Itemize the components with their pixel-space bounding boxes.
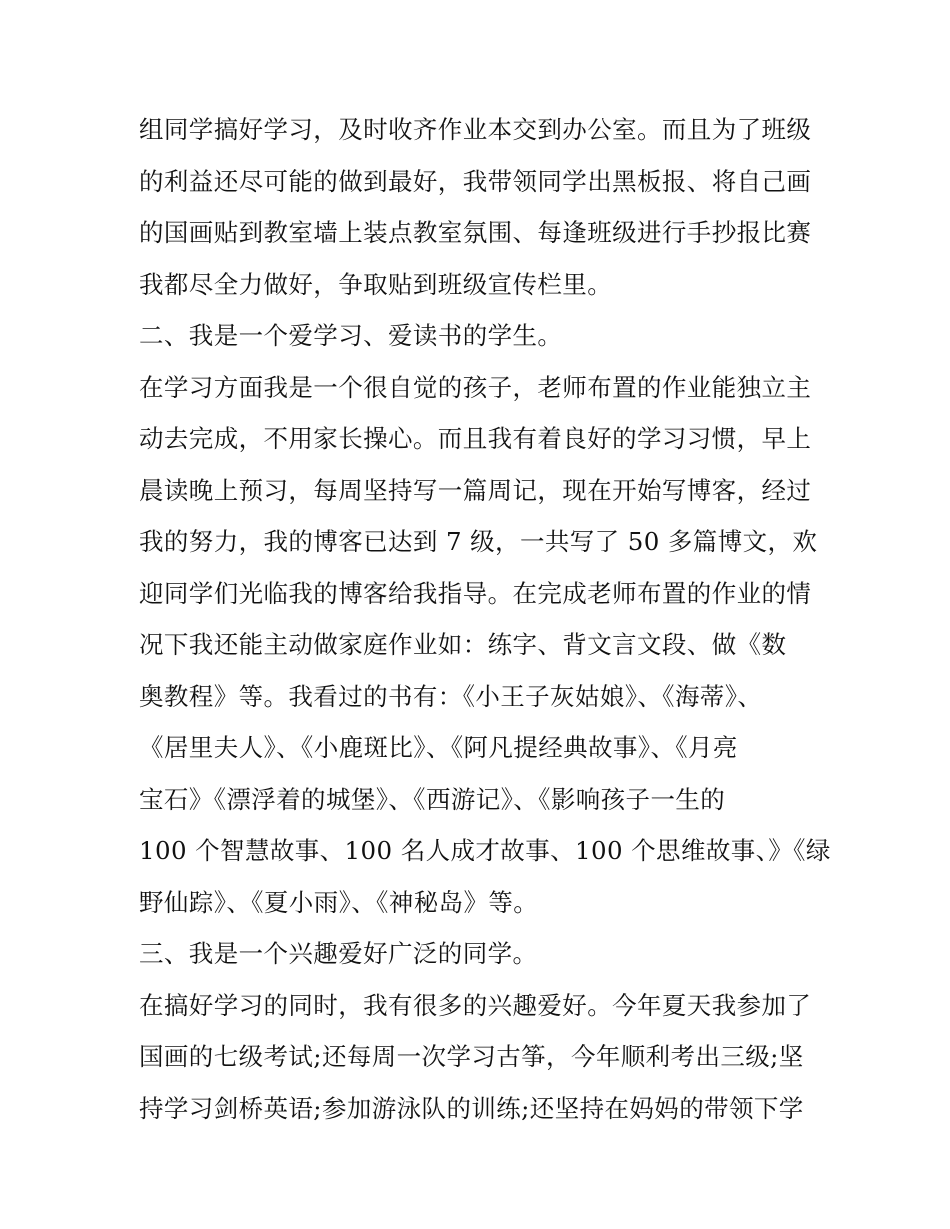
text-line: 在搞好学习的同时，我有很多的兴趣爱好。今年夏天我参加了 [139, 990, 812, 1020]
text-line: 况下我还能主动做家庭作业如：练字、背文言文段、做《数 [139, 630, 787, 659]
text-line: 奥教程》等。我看过的书有：《小王子灰姑娘》、《海蒂》、 [139, 681, 763, 711]
text-line: 我的努力，我的博客已达到 7 级，一共写了 50 多篇博文，欢 [139, 527, 818, 556]
text-line: 《居里夫人》、《小鹿斑比》、《阿凡提经典故事》、《月亮 [139, 733, 738, 762]
text-line: 的利益还尽可能的做到最好，我带领同学出黑板报、将自己画 [139, 166, 812, 196]
text-line: 组同学搞好学习，及时收齐作业本交到办公室。而且为了班级 [139, 115, 812, 144]
text-line: 的国画贴到教室墙上装点教室氛围、每逢班级进行手抄报比赛 [139, 218, 812, 247]
text-line: 野仙踪》、《夏小雨》、《神秘岛》等。 [139, 887, 539, 917]
text-line: 国画的七级考试;还每周一次学习古筝，今年顺利考出三级;坚 [139, 1042, 804, 1071]
text-line: 在学习方面我是一个很自觉的孩子，老师布置的作业能独立主 [139, 372, 812, 402]
text-line: 动去完成，不用家长操心。而且我有着良好的学习习惯，早上 [139, 424, 812, 453]
text-line: 持学习剑桥英语;参加游泳队的训练;还坚持在妈妈的带领下学 [139, 1093, 804, 1123]
text-line: 我都尽全力做好，争取贴到班级宣传栏里。 [139, 269, 613, 299]
text-line: 迎同学们光临我的博客给我指导。在完成老师布置的作业的情 [139, 578, 812, 608]
document-body [139, 104, 829, 1134]
section-heading: 三、我是一个兴趣爱好广泛的同学。 [139, 939, 538, 968]
text-line: 100 个智慧故事、100 名人成才故事、100 个思维故事、》《绿 [139, 836, 831, 865]
text-line: 宝石》《漂浮着的城堡》、《西游记》、《影响孩子一生的 [139, 784, 726, 814]
section-heading: 二、我是一个爱学习、爱读书的学生。 [139, 321, 563, 350]
text-line: 晨读晚上预习，每周坚持写一篇周记，现在开始写博客，经过 [139, 475, 812, 505]
